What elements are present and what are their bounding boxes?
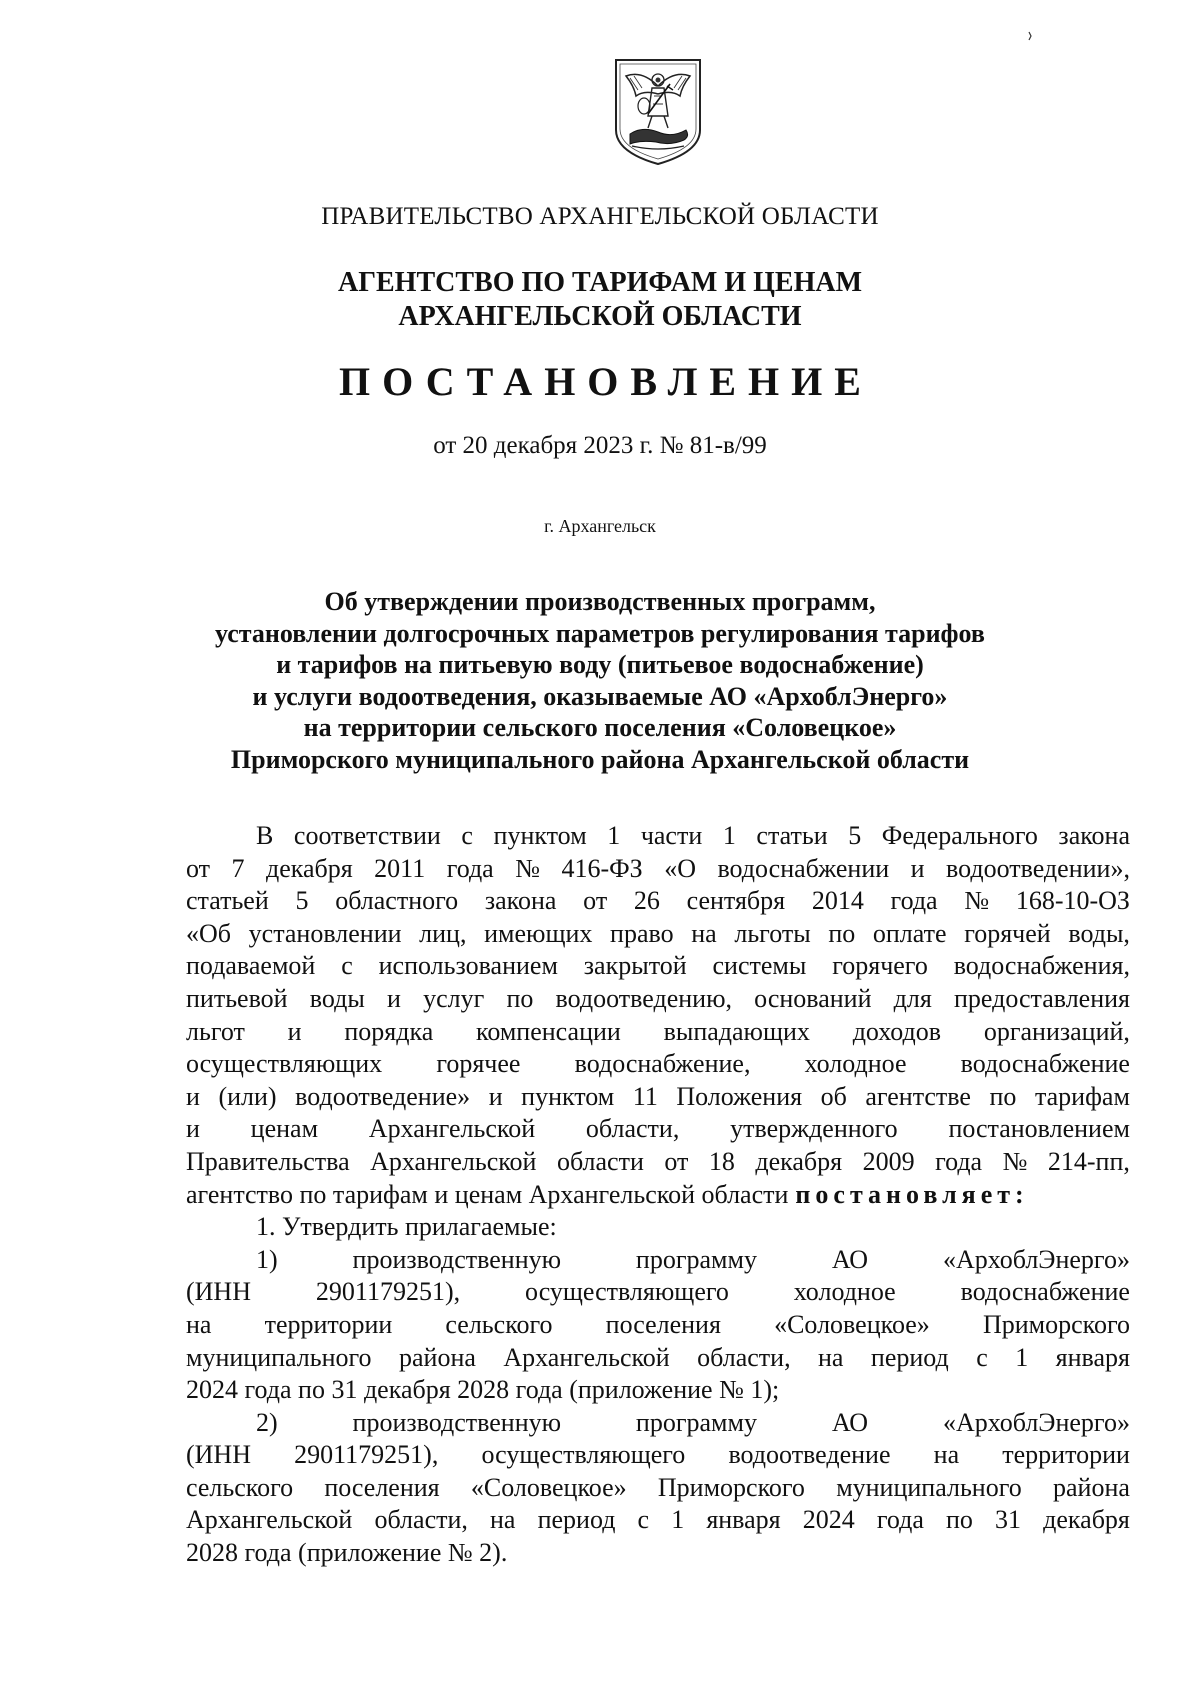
body-word: ценам (250, 1114, 319, 1144)
body-word: для (893, 983, 932, 1013)
body-word: Приморского (657, 1472, 805, 1502)
body-word: по (946, 1505, 973, 1535)
body-word: Архангельской (370, 1146, 537, 1176)
body-word: доходов (852, 1016, 942, 1046)
body-word: водоотведение» (295, 1081, 471, 1111)
body-word: агентстве (865, 1081, 971, 1111)
body-word: «Соловецкое» (774, 1309, 930, 1339)
body-line (186, 885, 1130, 918)
document-body (186, 820, 1130, 1570)
body-word: водоснабжении (717, 853, 890, 883)
body-word: от (583, 886, 608, 916)
body-word: с (637, 1505, 650, 1535)
body-word: 2014 (811, 886, 864, 916)
body-text: агентство по тарифам и ценам Архангельской области (186, 1179, 789, 1209)
body-word: района (1053, 1472, 1130, 1502)
body-word: на (186, 1309, 212, 1339)
body-line (186, 1374, 1130, 1407)
body-word: «О (664, 853, 696, 883)
body-word: установлении (248, 918, 402, 948)
body-word: поселения (324, 1472, 440, 1502)
body-word: горячей (964, 918, 1051, 948)
body-line (186, 820, 1130, 853)
body-word: по (989, 1081, 1017, 1111)
body-word: от (186, 853, 211, 883)
body-word: 18 (708, 1146, 735, 1176)
body-line (186, 1472, 1130, 1505)
body-word: постановлением (948, 1114, 1130, 1144)
body-text: 2024 года по 31 декабря 2028 года (приложение № 1); (186, 1375, 780, 1405)
body-word: на (818, 1342, 844, 1372)
body-word: пунктом (493, 821, 587, 850)
body-word: года (890, 886, 938, 916)
body-word: осуществляющего (481, 1440, 686, 1470)
body-word: декабря (755, 1146, 843, 1176)
document-date-number: от 20 декабря 2023 г. № 81-в/99 (433, 432, 767, 459)
body-word: с (461, 821, 473, 850)
body-word: 416-ФЗ (561, 853, 643, 883)
body-word: статьей (186, 886, 269, 916)
subject-line: на территории сельского поселения «Соловецкое» (303, 713, 897, 742)
scan-artifact (1028, 28, 1032, 38)
body-line (186, 983, 1130, 1016)
body-word: области (556, 1146, 644, 1176)
body-word: 1 (722, 821, 736, 850)
body-word: № (1002, 1146, 1028, 1176)
body-word: Положения (676, 1081, 803, 1111)
subject-line: Об утверждении производственных программ, (324, 587, 876, 616)
body-word: Архангельской (186, 1505, 353, 1535)
body-word: территории (264, 1309, 393, 1339)
body-word: производственную (352, 1407, 562, 1437)
body-word: пунктом (521, 1081, 615, 1111)
body-word: на (933, 1440, 960, 1470)
body-word: по (828, 918, 856, 948)
body-word: 168-10-ОЗ (1015, 886, 1130, 916)
body-word: льготы (734, 918, 811, 948)
body-word: (ИНН (186, 1277, 251, 1307)
subject-line: установлении долгосрочных параметров регулирования тарифов (215, 618, 985, 648)
body-text: 2028 года (приложение № 2). (186, 1538, 508, 1568)
body-word: сельского (186, 1472, 294, 1502)
subject-line: и тарифов на питьевую воду (питьевое водоснабжение) (276, 650, 924, 679)
government-heading: ПРАВИТЕЛЬСТВО АРХАНГЕЛЬСКОЙ ОБЛАСТИ (321, 203, 879, 230)
body-word: и (910, 853, 925, 883)
body-word: года (446, 853, 494, 883)
body-word: Правительства (186, 1146, 350, 1176)
document-city: г. Архангельск (544, 516, 656, 536)
body-word: на (691, 918, 717, 948)
body-word: воды (309, 983, 365, 1013)
body-word: и (387, 983, 401, 1013)
body-word: холодное (793, 1277, 896, 1307)
body-word: закона (484, 886, 557, 916)
body-word: водоотведение (728, 1440, 891, 1470)
body-word: закрытой (583, 951, 687, 981)
body-word: право (610, 918, 674, 948)
body-word: муниципального (186, 1342, 372, 1372)
body-line (186, 1407, 1130, 1440)
body-word: декабря (265, 853, 353, 883)
body-word: горячее (436, 1049, 521, 1079)
body-word: 214-пп, (1047, 1146, 1130, 1176)
body-line (186, 1439, 1130, 1472)
body-word: 2011 (374, 853, 426, 883)
subject-line: и услуги водоотведения, оказываемые АО «АрхоблЭнерго» (252, 681, 948, 711)
body-word: системы (712, 951, 807, 981)
document-type-title: ПОСТАНОВЛЕНИЕ (339, 359, 873, 404)
body-word: Архангельской (503, 1342, 670, 1372)
body-word: период (870, 1342, 949, 1372)
body-word: утвержденного (730, 1114, 898, 1144)
body-word: программу (635, 1407, 757, 1437)
body-word: 2009 (862, 1146, 915, 1176)
subject-line: Приморского муниципального района Архангельской области (230, 744, 970, 774)
body-word: 2901179251), (294, 1440, 439, 1470)
body-line (186, 1113, 1130, 1146)
body-word: по (506, 983, 534, 1013)
body-word: сельского (445, 1309, 553, 1339)
body-word: горячего (832, 951, 928, 981)
agency-heading (0, 266, 1200, 334)
coat-of-arms-emblem (612, 56, 704, 168)
body-word: 2901179251), (315, 1277, 461, 1307)
body-word: организаций, (983, 1016, 1130, 1046)
body-word: января (706, 1505, 781, 1535)
body-word: «АрхоблЭнерго» (942, 1407, 1130, 1437)
body-word: 26 (633, 886, 660, 916)
body-line (186, 1309, 1130, 1342)
body-word: водоотведению, (555, 983, 732, 1013)
body-word: водоснабжение, (574, 1049, 751, 1079)
body-word: области, (585, 1114, 680, 1144)
body-word: В (256, 821, 274, 850)
body-word: от (664, 1146, 689, 1176)
body-word: АО (831, 1244, 869, 1274)
body-word: подаваемой (186, 951, 316, 981)
body-word: с (341, 951, 353, 981)
body-word: воды, (1068, 918, 1130, 948)
body-word: 11 (632, 1081, 658, 1111)
agency-heading-line: АРХАНГЕЛЬСКОЙ ОБЛАСТИ (398, 301, 802, 332)
body-word: соответствии (293, 821, 441, 850)
body-word: поселения (605, 1309, 721, 1339)
body-word: 1) (256, 1244, 278, 1274)
body-word: АО (831, 1407, 869, 1437)
body-line (186, 1048, 1130, 1081)
body-word: областного (335, 886, 459, 916)
body-word: осуществляющего (525, 1277, 729, 1307)
body-word: питьевой (186, 983, 288, 1013)
body-word: выпадающих (663, 1016, 810, 1046)
body-word: об (820, 1081, 847, 1111)
body-word: 7 (231, 853, 245, 883)
body-word: тарифам (1034, 1081, 1130, 1111)
body-word: Архангельской (368, 1114, 536, 1144)
body-word: производственную (352, 1244, 562, 1274)
body-line (186, 853, 1130, 886)
body-word: компенсации (476, 1016, 621, 1046)
body-word: оплате (872, 918, 947, 948)
body-line (186, 1342, 1130, 1375)
body-word: закона (1058, 821, 1130, 850)
body-line (186, 950, 1130, 983)
decree-keyword: постановляет: (795, 1179, 1029, 1209)
body-line (186, 1537, 1130, 1570)
body-word: 5 (295, 886, 309, 916)
body-word: «Об (186, 918, 232, 948)
body-word: муниципального (836, 1472, 1022, 1502)
body-word: период (537, 1505, 616, 1535)
body-line (186, 1276, 1130, 1309)
body-word: 31 (995, 1505, 1022, 1535)
document-subject (0, 586, 1200, 775)
body-line (186, 1244, 1130, 1277)
body-word: «Соловецкое» (470, 1472, 627, 1502)
body-word: Федерального (881, 821, 1038, 850)
body-word: на (490, 1505, 516, 1535)
body-word: статьи (756, 821, 828, 850)
body-line (186, 1016, 1130, 1049)
body-word: и (488, 1081, 503, 1111)
body-word: года (935, 1146, 983, 1176)
body-word: 2024 (802, 1505, 855, 1535)
body-line (186, 1504, 1130, 1537)
body-word: декабря (1043, 1505, 1130, 1535)
body-word: (ИНН (186, 1440, 251, 1470)
body-word: области, (374, 1505, 468, 1535)
body-word: Приморского (982, 1309, 1130, 1339)
body-word: водоснабжение (960, 1277, 1130, 1307)
body-word: осуществляющих (186, 1049, 383, 1079)
body-word: области, (697, 1342, 791, 1372)
body-word: порядка (344, 1016, 434, 1046)
body-word: холодное (804, 1049, 907, 1079)
body-word: услуг (423, 983, 485, 1013)
body-word: с (976, 1342, 988, 1372)
body-line (186, 1179, 1130, 1212)
body-word: части (640, 821, 703, 850)
body-word: января (1055, 1342, 1130, 1372)
body-word: 2) (256, 1407, 278, 1437)
body-word: года (876, 1505, 924, 1535)
body-line (186, 1146, 1130, 1179)
body-word: лиц, (419, 918, 467, 948)
body-word: 1 (1015, 1342, 1029, 1372)
body-word: и (186, 1081, 200, 1111)
body-word: программу (635, 1244, 757, 1274)
body-word: водоснабжение (960, 1049, 1130, 1079)
body-word: и (186, 1114, 200, 1144)
body-word: «АрхоблЭнерго» (942, 1244, 1130, 1274)
body-word: имеющих (484, 918, 593, 948)
body-word: водоснабжения, (953, 951, 1130, 981)
body-word: использованием (378, 951, 558, 981)
agency-heading-line: АГЕНТСТВО ПО ТАРИФАМ И ЦЕНАМ (337, 267, 863, 298)
body-word: 1 (607, 821, 621, 850)
body-word: № (964, 886, 990, 916)
body-line (186, 1081, 1130, 1114)
body-word: и (287, 1016, 302, 1046)
body-word: льгот (186, 1016, 245, 1046)
body-text: 1. Утвердить прилагаемые: (256, 1212, 557, 1242)
body-word: предоставления (954, 983, 1130, 1013)
body-word: 5 (848, 821, 862, 850)
body-word: сентября (686, 886, 786, 916)
body-word: водоотведении», (946, 853, 1130, 883)
body-word: № (515, 853, 541, 883)
body-word: района (399, 1342, 476, 1372)
body-word: территории (1002, 1440, 1130, 1470)
body-word: 1 (671, 1505, 685, 1535)
body-word: оснований (754, 983, 872, 1013)
body-line (186, 1211, 1130, 1244)
body-word: (или) (218, 1081, 277, 1111)
body-line (186, 918, 1130, 951)
